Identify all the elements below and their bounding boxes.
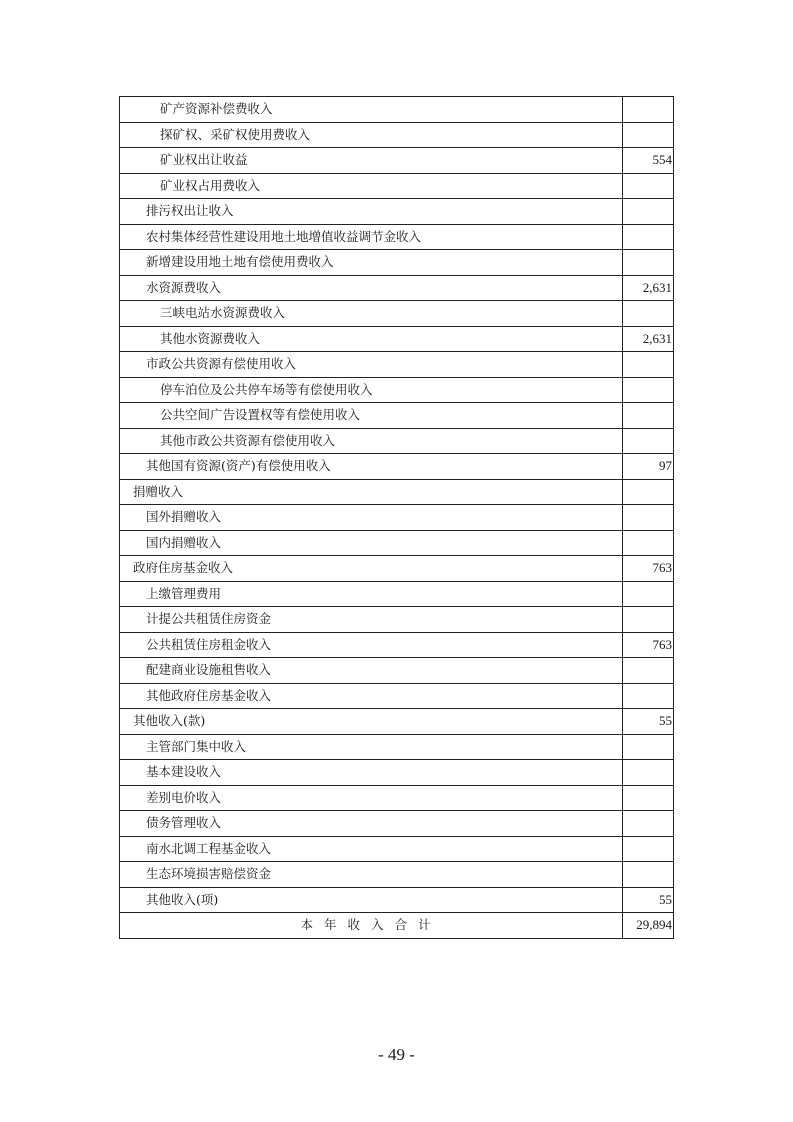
row-label: 计提公共租赁住房资金: [120, 607, 623, 633]
table-row: [120, 97, 674, 123]
row-value: [623, 250, 674, 276]
row-value: [623, 224, 674, 250]
row-label: 水资源费收入: [120, 275, 623, 301]
row-value: 2,631: [623, 326, 674, 352]
table-row: [120, 581, 674, 607]
row-label: 其他政府住房基金收入: [120, 683, 623, 709]
table-row: [120, 122, 674, 148]
table-row: [120, 377, 674, 403]
row-label: 捐赠收入: [120, 479, 623, 505]
table-row: [120, 148, 674, 174]
table-row: [120, 862, 674, 888]
row-value: [623, 581, 674, 607]
table-row: [120, 836, 674, 862]
table-row: [120, 479, 674, 505]
row-label: 生态环境损害赔偿资金: [120, 862, 623, 888]
row-value: 763: [623, 556, 674, 582]
row-label: 市政公共资源有偿使用收入: [120, 352, 623, 378]
row-value: 55: [623, 709, 674, 735]
row-label: 债务管理收入: [120, 811, 623, 837]
table-row: [120, 403, 674, 429]
table-row: [120, 811, 674, 837]
row-value: [623, 403, 674, 429]
row-value: 763: [623, 632, 674, 658]
table-row: [120, 556, 674, 582]
row-label: 矿业权占用费收入: [120, 173, 623, 199]
row-label: 基本建设收入: [120, 760, 623, 786]
row-value: [623, 97, 674, 123]
total-label: 本年收入合计: [120, 913, 623, 939]
row-label: 其他市政公共资源有偿使用收入: [120, 428, 623, 454]
row-label: 停车泊位及公共停车场等有偿使用收入: [120, 377, 623, 403]
row-value: [623, 352, 674, 378]
row-value: [623, 734, 674, 760]
row-value: [623, 428, 674, 454]
row-value: 97: [623, 454, 674, 480]
row-label: 其他水资源费收入: [120, 326, 623, 352]
total-row: [120, 913, 674, 939]
row-value: [623, 683, 674, 709]
row-value: [623, 811, 674, 837]
row-value: 554: [623, 148, 674, 174]
table-row: [120, 428, 674, 454]
row-label: 新增建设用地土地有偿使用费收入: [120, 250, 623, 276]
row-label: 国内捐赠收入: [120, 530, 623, 556]
row-value: [623, 785, 674, 811]
table-row: [120, 505, 674, 531]
row-value: [623, 658, 674, 684]
table-row: [120, 250, 674, 276]
row-value: [623, 862, 674, 888]
table-row: [120, 326, 674, 352]
row-value: [623, 607, 674, 633]
row-label: 其他收入(款): [120, 709, 623, 735]
income-table: [119, 96, 674, 939]
row-label: 国外捐赠收入: [120, 505, 623, 531]
row-label: 三峡电站水资源费收入: [120, 301, 623, 327]
row-label: 排污权出让收入: [120, 199, 623, 225]
table-row: [120, 530, 674, 556]
row-label: 配建商业设施租售收入: [120, 658, 623, 684]
table-row: [120, 352, 674, 378]
income-table-body: [120, 97, 674, 913]
table-row: [120, 658, 674, 684]
table-row: [120, 709, 674, 735]
table-row: [120, 224, 674, 250]
row-label: 其他国有资源(资产)有偿使用收入: [120, 454, 623, 480]
page-number: - 49 -: [378, 1045, 415, 1064]
row-value: [623, 377, 674, 403]
row-label: 公共空间广告设置权等有偿使用收入: [120, 403, 623, 429]
table-row: [120, 173, 674, 199]
row-value: [623, 479, 674, 505]
row-label: 矿业权出让收益: [120, 148, 623, 174]
table-row: [120, 683, 674, 709]
table-row: [120, 607, 674, 633]
table-row: [120, 454, 674, 480]
row-label: 其他收入(项): [120, 887, 623, 913]
total-value: 29,894: [623, 913, 674, 939]
row-value: [623, 760, 674, 786]
row-label: 矿产资源补偿费收入: [120, 97, 623, 123]
row-label: 公共租赁住房租金收入: [120, 632, 623, 658]
row-value: [623, 836, 674, 862]
table-row: [120, 760, 674, 786]
table-row: [120, 199, 674, 225]
row-value: [623, 173, 674, 199]
table-row: [120, 785, 674, 811]
row-label: 政府住房基金收入: [120, 556, 623, 582]
table-row: [120, 887, 674, 913]
row-label: 农村集体经营性建设用地土地增值收益调节金收入: [120, 224, 623, 250]
row-label: 探矿权、采矿权使用费收入: [120, 122, 623, 148]
row-value: [623, 505, 674, 531]
row-value: [623, 530, 674, 556]
row-value: [623, 301, 674, 327]
row-label: 主管部门集中收入: [120, 734, 623, 760]
row-value: 2,631: [623, 275, 674, 301]
table-row: [120, 301, 674, 327]
row-label: 上缴管理费用: [120, 581, 623, 607]
row-value: 55: [623, 887, 674, 913]
row-value: [623, 122, 674, 148]
row-label: 差别电价收入: [120, 785, 623, 811]
row-value: [623, 199, 674, 225]
table-row: [120, 275, 674, 301]
table-row: [120, 632, 674, 658]
table-row: [120, 734, 674, 760]
row-label: 南水北调工程基金收入: [120, 836, 623, 862]
